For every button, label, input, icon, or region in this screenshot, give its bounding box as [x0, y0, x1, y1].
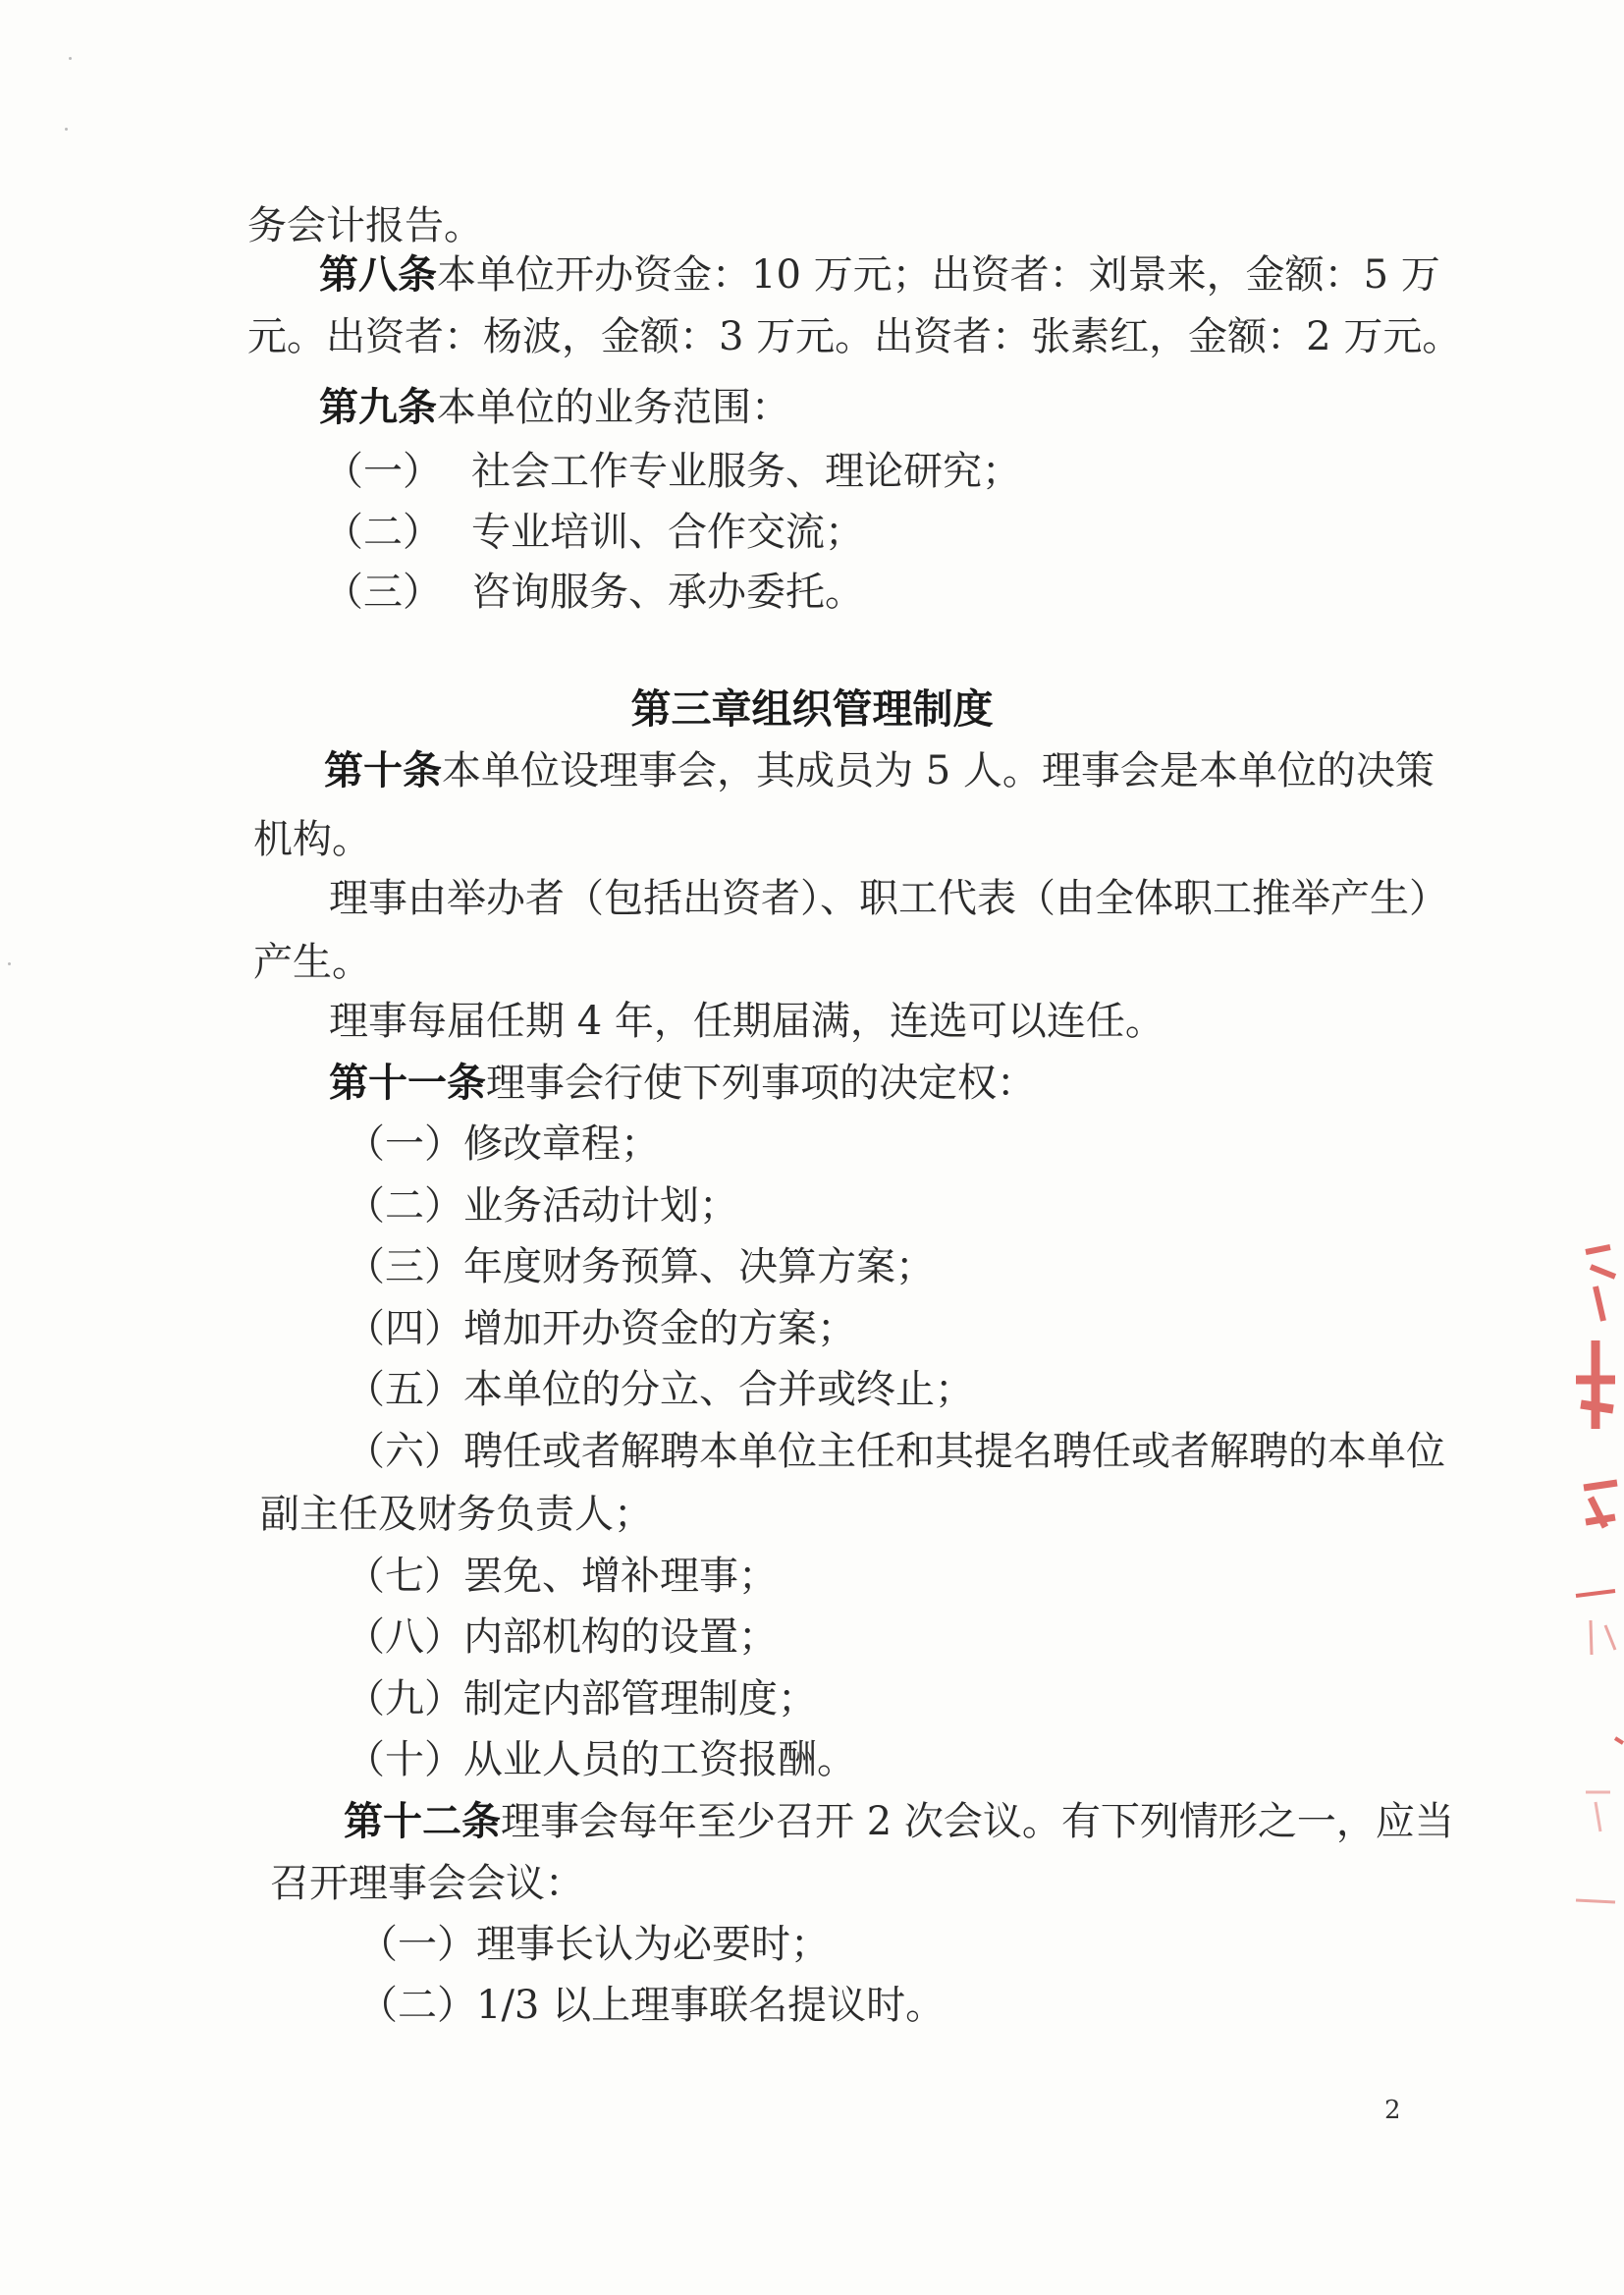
paragraph-line: 机构。 [253, 817, 371, 862]
article-text: 理事会每年至少召开 2 次会议。有下列情形之一，应当 [501, 1799, 1454, 1844]
article-text: 本单位设理事会，其成员为 5 人。理事会是本单位的决策 [442, 748, 1435, 793]
article-text: 本单位的业务范围： [437, 385, 790, 430]
seal-graphic [1556, 1232, 1624, 1920]
list-item: （五）本单位的分立、合并或终止； [346, 1367, 974, 1412]
paragraph-line: 理事由举办者（包括出资者）、职工代表（由全体职工推举产生） [329, 876, 1448, 921]
list-item: （十）从业人员的工资报酬。 [346, 1737, 856, 1782]
list-item: （九）制定内部管理制度； [346, 1676, 817, 1721]
list-item: （一）理事长认为必要时； [358, 1922, 830, 1967]
paragraph-line: 元。出资者：杨波，金额：3 万元。出资者：张素红，金额：2 万元。 [247, 314, 1462, 359]
article-8 [319, 250, 1440, 300]
list-item: （四）增加开办资金的方案； [346, 1306, 856, 1351]
article-12 [344, 1797, 1454, 1846]
red-seal-stamp [1556, 1232, 1624, 1920]
article-label: 第十条 [324, 748, 442, 793]
list-text: 社会工作专业服务、理论研究； [471, 449, 1021, 494]
list-item [324, 508, 864, 557]
article-label: 第十二条 [344, 1799, 501, 1844]
list-item [324, 568, 864, 617]
article-text: 本单位开办资金：10 万元；出资者：刘景来，金额：5 万 [437, 252, 1440, 298]
list-item [324, 447, 1021, 496]
list-item: （七）罢免、增补理事； [346, 1554, 778, 1599]
list-text: 专业培训、合作交流； [471, 510, 864, 555]
article-label: 第九条 [319, 385, 437, 430]
article-11 [329, 1059, 1036, 1108]
paragraph-line: 副主任及财务负责人； [260, 1492, 653, 1537]
list-item: （六）聘任或者解聘本单位主任和其提名聘任或者解聘的本单位 [346, 1429, 1445, 1474]
article-10 [324, 746, 1435, 795]
paragraph-line: 产生。 [253, 940, 371, 985]
list-item: （二）1/3 以上理事联名提议时。 [358, 1983, 946, 2028]
scan-speck [8, 962, 11, 965]
list-item: （一）修改章程； [346, 1121, 660, 1167]
page-number: 2 [1384, 2096, 1401, 2125]
scan-speck [65, 128, 68, 131]
list-text: 咨询服务、承办委托。 [471, 570, 864, 615]
article-label: 第十一条 [329, 1061, 486, 1106]
scan-speck [69, 57, 72, 60]
chapter-heading: 第三章组织管理制度 [630, 685, 994, 733]
list-number: （一） [324, 449, 442, 494]
paragraph-line: 务会计报告。 [247, 203, 483, 248]
article-9 [319, 383, 790, 432]
paragraph-line: 理事每届任期 4 年，任期届满，连选可以连任。 [329, 999, 1164, 1044]
list-number: （三） [324, 570, 442, 615]
paragraph-line: 召开理事会会议： [270, 1861, 584, 1906]
list-item: （二）业务活动计划； [346, 1183, 738, 1229]
article-text: 理事会行使下列事项的决定权： [486, 1061, 1036, 1106]
article-label: 第八条 [319, 252, 437, 298]
list-item: （八）内部机构的设置； [346, 1614, 778, 1660]
list-number: （二） [324, 510, 442, 555]
list-item: （三）年度财务预算、决算方案； [346, 1244, 935, 1289]
